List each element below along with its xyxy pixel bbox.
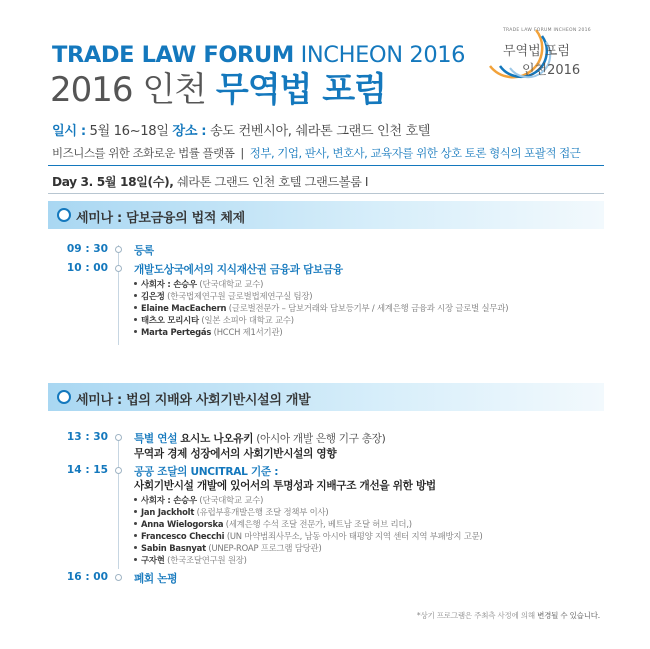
session-1-panel <box>48 229 604 367</box>
speaker-name: Anna Wielogorska <box>141 519 224 529</box>
date-label: 일시 : <box>52 124 86 139</box>
session-2-title: 세미나 : 법의 지배와 사회기반시설의 개발 <box>76 393 311 408</box>
divider-top <box>48 165 604 166</box>
item-time: 13 : 30 <box>66 431 108 443</box>
timeline-dot-icon <box>115 434 122 441</box>
speaker-name: Elaine MacEachern <box>141 303 227 313</box>
item-time: 10 : 00 <box>66 262 108 274</box>
speaker-affiliation: (단국대학교 교수) <box>199 279 264 289</box>
speaker-row <box>134 506 328 518</box>
speaker-row <box>134 314 294 326</box>
speaker-affiliation: (한국조달연구원 원장) <box>167 555 247 565</box>
footer-note-pre: *상기 프로그램은 주최측 사정에 의해 <box>416 611 535 620</box>
speaker-row <box>134 518 412 530</box>
footer-note <box>417 610 600 621</box>
speaker-name: 사회자 : 손승우 <box>141 279 197 289</box>
timeline-dot-icon <box>115 265 122 272</box>
speaker-affiliation: (유럽부흥개발은행 조달 정책부 이사) <box>196 507 329 517</box>
item-time: 16 : 00 <box>66 571 108 583</box>
bullet-circle-icon <box>57 390 71 404</box>
logo-line-1: 무역법 포럼 <box>503 44 570 59</box>
title-english <box>52 42 465 68</box>
speaker-affiliation: (단국대학교 교수) <box>199 495 264 505</box>
session-2-header <box>48 383 604 411</box>
speaker-affiliation: (글로벌전문가 – 담보거래와 담보등기부 / 세계은행 금융과 시장 글로벌 실무과) <box>228 303 509 313</box>
timeline-dot-icon <box>115 246 122 253</box>
speaker-affiliation: (UNEP-ROAP 프로그램 담당관) <box>208 543 322 553</box>
speaker-name: Francesco Checchi <box>141 531 225 541</box>
speaker-name: Sabin Basnyat <box>141 543 206 553</box>
speaker-affiliation: (UN 마약범죄사무소, 남동 아시아 태평양 지역 센터 지역 부패방지 고문) <box>226 531 483 541</box>
special-speech-line <box>134 431 385 446</box>
special-speech-note: (아시아 개발 은행 기구 총장) <box>256 433 386 445</box>
speaker-row <box>134 542 322 554</box>
place-value: 송도 컨벤시아, 쉐라톤 그랜드 인천 호텔 <box>209 124 431 139</box>
item-text: 등록 <box>134 245 154 257</box>
speaker-name: 구자현 <box>141 555 165 565</box>
speaker-name: 태츠오 모리시타 <box>141 315 199 325</box>
timeline-line <box>118 245 119 345</box>
item-time: 14 : 15 <box>66 464 108 476</box>
logo-line-2: 인천2016 <box>522 63 581 78</box>
speaker-name: Marta Pertegás <box>141 327 212 337</box>
speaker-row <box>134 554 247 566</box>
speaker-affiliation: (한국법제연구원 글로벌법제연구실 팀장) <box>167 291 313 301</box>
item-subtitle: 무역과 경제 성장에서의 사회기반시설의 영향 <box>134 448 337 460</box>
title-korean-year: 2016 인천 <box>50 70 207 110</box>
bullet-circle-icon <box>57 208 71 222</box>
title-korean <box>50 69 386 111</box>
divider-day <box>48 193 604 194</box>
date-value: 5월 16~18일 <box>89 124 169 139</box>
speaker-name: 사회자 : 손승우 <box>141 495 197 505</box>
speaker-affiliation: (일본 소피아 대학교 교수) <box>201 315 294 325</box>
speaker-row <box>134 290 312 302</box>
timeline-dot-icon <box>115 467 122 474</box>
item-text: 개발도상국에서의 지식재산권 금융과 담보금융 <box>134 264 343 276</box>
speaker-row <box>134 326 282 338</box>
tagline-separator: | <box>240 146 244 160</box>
speaker-name: 김은정 <box>141 291 165 301</box>
speaker-affiliation: (세계은행 수석 조달 전문가, 베트남 조달 허브 리더,) <box>225 519 412 529</box>
footer-note-post: 변경될 수 있습니다. <box>537 611 600 620</box>
timeline-dot-icon <box>115 574 122 581</box>
day-label: Day 3. 5월 18일(수), <box>52 175 174 189</box>
tagline-left: 비즈니스를 위한 조화로운 법률 플랫폼 <box>52 146 235 160</box>
day-venue: 쉐라톤 그랜드 인천 호텔 그랜드볼룸 I <box>176 175 369 189</box>
session-1-title: 세미나 : 담보금융의 법적 체제 <box>76 211 245 226</box>
speaker-row <box>134 530 483 542</box>
title-korean-main: 무역법 포럼 <box>215 70 386 110</box>
tagline <box>52 145 580 161</box>
timeline-line <box>118 437 119 569</box>
item-text: 공공 조달의 UNCITRAL 기준 : <box>134 466 279 478</box>
speaker-name: Jan Jackholt <box>141 507 195 517</box>
speaker-row <box>134 494 263 506</box>
tagline-right: 정부, 기업, 판사, 변호사, 교육자를 위한 상호 토론 형식의 포괄적 접근 <box>249 146 581 160</box>
session-2-panel <box>48 411 604 593</box>
special-speech-speaker: 요시노 나오유키 <box>180 433 254 445</box>
speaker-affiliation: (HCCH 제1서기관) <box>213 327 283 337</box>
place-label: 장소 : <box>172 124 207 139</box>
title-english-rest: INCHEON 2016 <box>300 42 466 68</box>
item-subtitle: 사회기반시설 개발에 있어서의 투명성과 지배구조 개선을 위한 방법 <box>134 480 436 492</box>
speaker-row <box>134 302 508 314</box>
speaker-row <box>134 278 263 290</box>
item-text: 폐회 논평 <box>134 573 178 585</box>
event-date-place <box>52 120 430 139</box>
title-english-bold: TRADE LAW FORUM <box>52 42 294 68</box>
special-speech-label: 특별 연설 <box>134 433 178 445</box>
day-heading <box>52 173 368 190</box>
item-time: 09 : 30 <box>66 243 108 255</box>
forum-logo <box>480 26 610 86</box>
logo-small-text: TRADE LAW FORUM INCHEON 2016 <box>503 28 591 33</box>
session-1-header <box>48 201 604 229</box>
